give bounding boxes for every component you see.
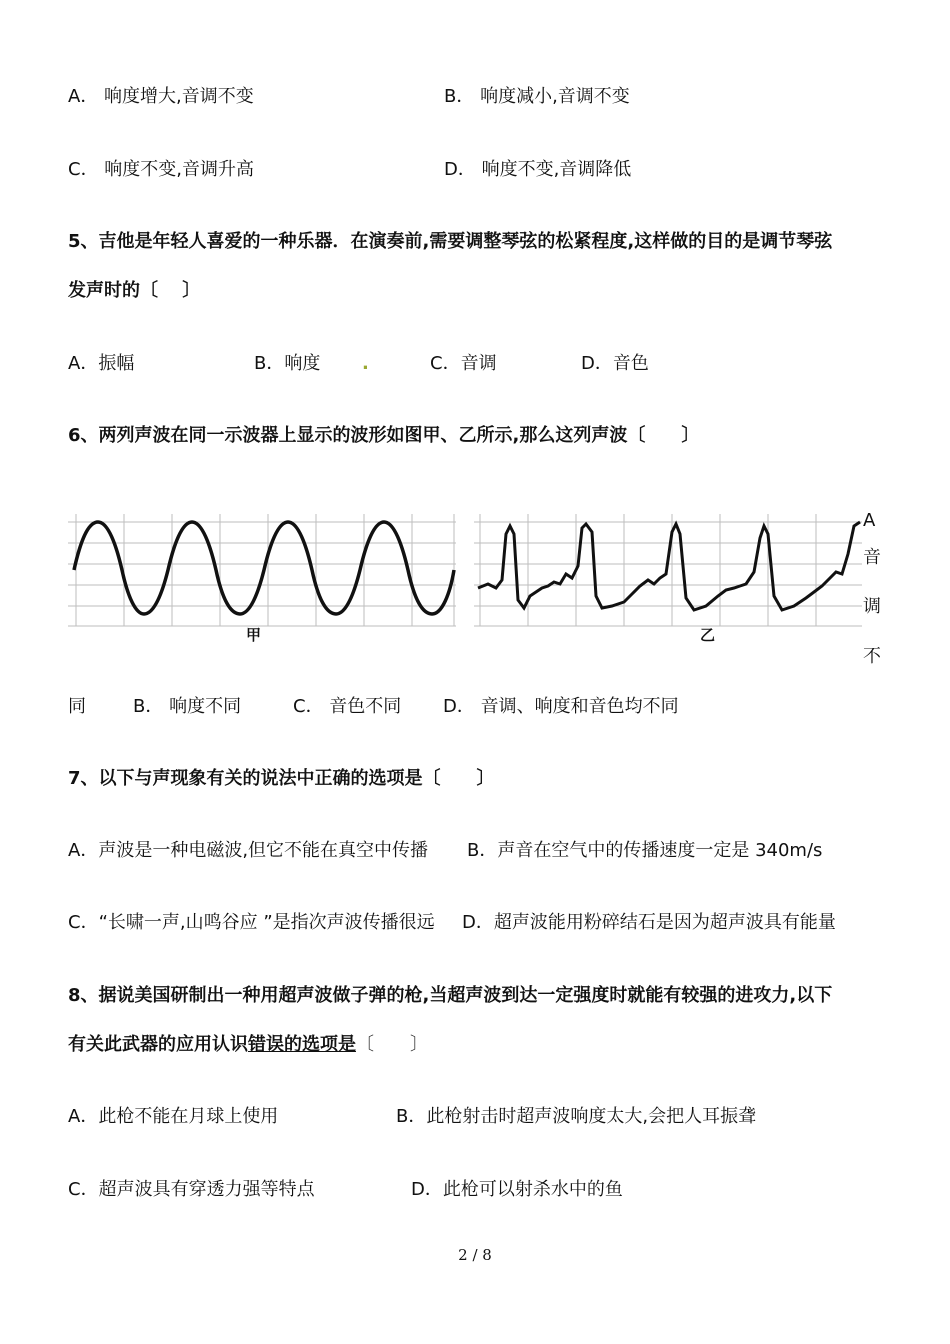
q8-stem-bracket: 〔 〕 — [356, 1034, 428, 1055]
q6-option-a-char-2: 音 — [863, 547, 881, 568]
label-yi: 乙 — [700, 626, 716, 644]
q4-option-c: C． 响度不变,音调升高 — [68, 159, 255, 180]
q8-option-b: B．此枪射击时超声波响度太大,会把人耳振聋 — [396, 1106, 757, 1127]
q7-stem: 7、以下与声现象有关的说法中正确的选项是〔 〕 — [68, 768, 495, 789]
q8-option-a: A．此枪不能在月球上使用 — [68, 1106, 279, 1127]
q6-stem: 6、两列声波在同一示波器上显示的波形如图甲、乙所示,那么这列声波〔 〕 — [68, 425, 700, 446]
q7-option-a: A．声波是一种电磁波,但它不能在真空中传播 — [68, 840, 429, 861]
q8-stem-line2 — [68, 1033, 428, 1057]
sine-wave — [74, 522, 454, 614]
q5-option-a: A．振幅 — [68, 353, 135, 374]
q8-option-d: D．此枪可以射杀水中的鱼 — [411, 1179, 623, 1200]
q7-option-c: C．“长啸一声,山鸣谷应 ”是指次声波传播很远 — [68, 912, 435, 933]
q6-option-a-char-1: A — [863, 510, 876, 531]
q8-option-c: C．超声波具有穿透力强等特点 — [68, 1179, 315, 1200]
label-jia: 甲 — [246, 626, 262, 644]
q5-option-b: B．响度 — [254, 353, 321, 374]
q7-option-d: D．超声波能用粉碎结石是因为超声波具有能量 — [462, 912, 836, 933]
q8-stem-underlined: 错误的选项是 — [248, 1034, 356, 1055]
q5-stem-line2: 发声时的〔 〕 — [68, 280, 201, 301]
q5-option-d: D．音色 — [581, 353, 649, 374]
waveform-jia-figure — [68, 514, 456, 644]
waveform-yi-figure — [474, 514, 862, 644]
q4-option-b: B． 响度减小,音调不变 — [444, 86, 630, 107]
q6-option-a-char-3: 调 — [863, 596, 881, 617]
page-number: 2 / 8 — [458, 1246, 492, 1264]
q4-option-a: A． 响度增大,音调不变 — [68, 86, 254, 107]
q6-option-c: C． 音色不同 — [293, 696, 402, 717]
q8-stem-pre: 有关此武器的应用认识 — [68, 1034, 248, 1055]
q6-option-a-char-4: 不 — [863, 646, 881, 667]
stray-dot: . — [362, 353, 369, 374]
q4-option-d: D． 响度不变,音调降低 — [444, 159, 632, 180]
q6-option-d: D． 音调、响度和音色均不同 — [443, 696, 679, 717]
q6-option-b: B． 响度不同 — [133, 696, 242, 717]
q8-stem-line1: 8、据说美国研制出一种用超声波做子弹的枪,当超声波到达一定强度时就能有较强的进攻力,以下 — [68, 985, 833, 1006]
complex-wave — [478, 522, 860, 610]
q7-option-b: B．声音在空气中的传播速度一定是 340m/s — [467, 840, 823, 861]
q5-stem-line1: 5、吉他是年轻人喜爱的一种乐器．在演奏前,需要调整琴弦的松紧程度,这样做的目的是调节琴弦 — [68, 231, 833, 252]
q5-option-c: C．音调 — [430, 353, 497, 374]
q6-option-a-tail: 同 — [68, 696, 86, 717]
